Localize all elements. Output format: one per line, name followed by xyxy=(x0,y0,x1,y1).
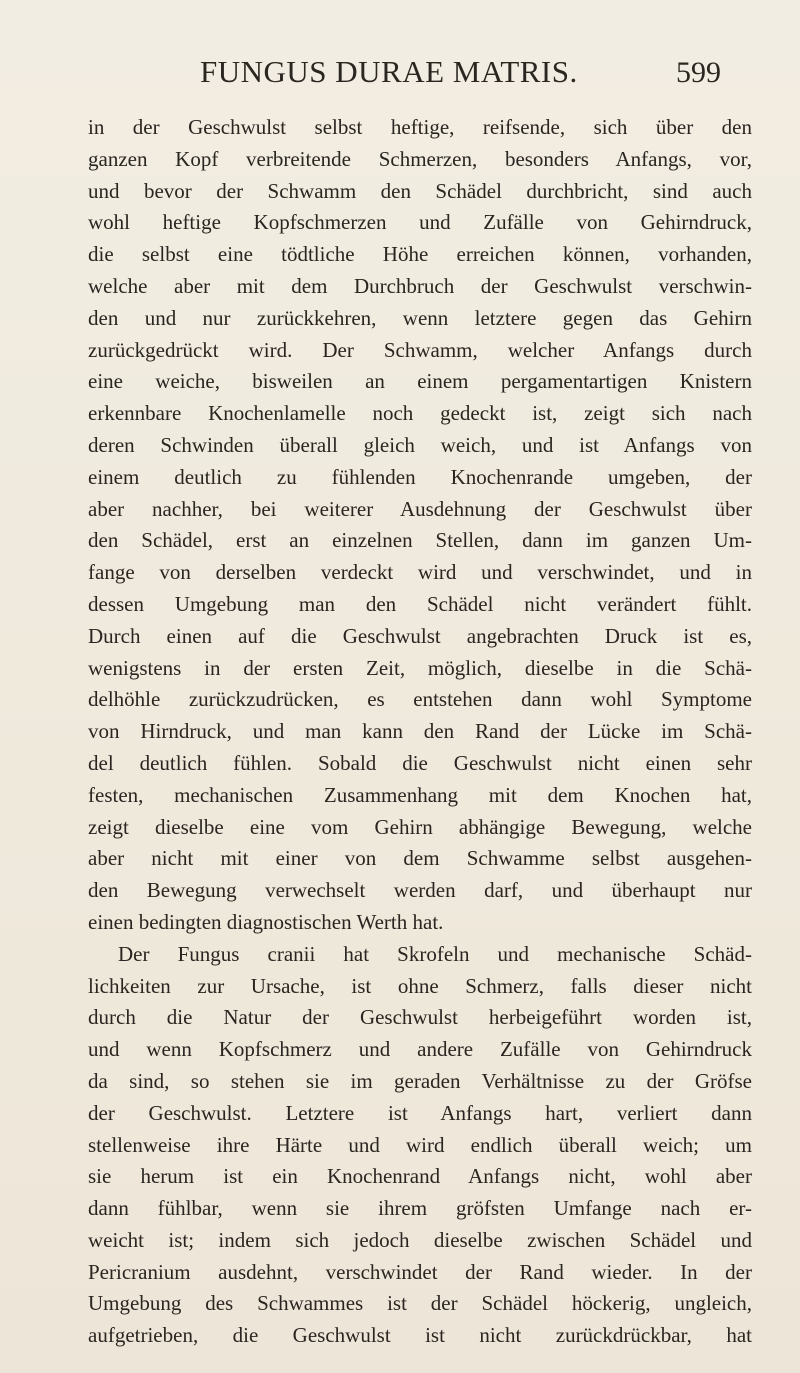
text-line: stellenweise ihre Härte und wird endlich überall weich; um xyxy=(88,1132,752,1157)
text-line: den und nur zurückkehren, wenn letztere gegen das Gehirn xyxy=(88,305,752,330)
text-line: lichkeiten zur Ursache, ist ohne Schmerz, falls dieser nicht xyxy=(88,973,752,998)
text-line: und bevor der Schwamm den Schädel durchbricht, sind auch xyxy=(88,178,752,203)
text-line: und wenn Kopfschmerz und andere Zufälle von Gehirndruck xyxy=(88,1037,752,1062)
body-text xyxy=(88,112,752,1352)
text-line: von Hirndruck, und man kann den Rand der Lücke im Schä- xyxy=(88,719,752,744)
text-line: durch die Natur der Geschwulst herbeigeführt worden ist, xyxy=(88,1005,752,1030)
text-line: ganzen Kopf verbreitende Schmerzen, besonders Anfangs, vor, xyxy=(88,146,752,171)
text-line: einem deutlich zu fühlenden Knochenrande umgeben, der xyxy=(88,464,752,489)
text-line: zeigt dieselbe eine vom Gehirn abhängige Bewegung, welche xyxy=(88,814,752,839)
text-line: fange von derselben verdeckt wird und verschwindet, und in xyxy=(88,560,752,585)
text-line: deren Schwinden überall gleich weich, und ist Anfangs von xyxy=(88,432,752,457)
text-line: Durch einen auf die Geschwulst angebrachten Druck ist es, xyxy=(88,623,752,648)
text-line: sie herum ist ein Knochenrand Anfangs nicht, wohl aber xyxy=(88,1164,752,1189)
text-line: die selbst eine tödtliche Höhe erreichen können, vorhanden, xyxy=(88,242,752,267)
text-line: welche aber mit dem Durchbruch der Geschwulst verschwin- xyxy=(88,273,752,298)
text-line: delhöhle zurückzudrücken, es entstehen dann wohl Symptome xyxy=(88,687,752,712)
text-line: weicht ist; indem sich jedoch dieselbe zwischen Schädel und xyxy=(88,1227,752,1252)
text-line: einen bedingten diagnostischen Werth hat. xyxy=(88,909,444,934)
text-line: Umgebung des Schwammes ist der Schädel höckerig, ungleich, xyxy=(88,1291,752,1316)
text-line: aber nicht mit einer von dem Schwamme selbst ausgehen- xyxy=(88,846,752,871)
text-line: zurückgedrückt wird. Der Schwamm, welcher Anfangs durch xyxy=(88,337,752,362)
text-line: festen, mechanischen Zusammenhang mit dem Knochen hat, xyxy=(88,782,752,807)
text-line: Pericranium ausdehnt, verschwindet der Rand wieder. In der xyxy=(88,1259,752,1284)
text-line: den Bewegung verwechselt werden darf, und überhaupt nur xyxy=(88,878,752,903)
text-line: der Geschwulst. Letztere ist Anfangs hart, verliert dann xyxy=(88,1100,752,1125)
text-line: dessen Umgebung man den Schädel nicht verändert fühlt. xyxy=(88,591,752,616)
text-line: wenigstens in der ersten Zeit, möglich, dieselbe in die Schä- xyxy=(88,655,752,680)
text-line: da sind, so stehen sie im geraden Verhältnisse zu der Gröfse xyxy=(88,1068,752,1093)
text-line: den Schädel, erst an einzelnen Stellen, dann im ganzen Um- xyxy=(88,528,752,553)
text-line: aber nachher, bei weiterer Ausdehnung der Geschwulst über xyxy=(88,496,752,521)
text-line: dann fühlbar, wenn sie ihrem gröfsten Umfange nach er- xyxy=(88,1196,752,1221)
text-line: wohl heftige Kopfschmerzen und Zufälle von Gehirndruck, xyxy=(88,210,752,235)
text-line: erkennbare Knochenlamelle noch gedeckt ist, zeigt sich nach xyxy=(88,401,752,426)
text-line: Der Fungus cranii hat Skrofeln und mechanische Schäd- xyxy=(118,941,752,966)
text-line: eine weiche, bisweilen an einem pergamentartigen Knistern xyxy=(88,369,752,394)
running-title: FUNGUS DURAE MATRIS. xyxy=(200,54,578,89)
page-number: 599 xyxy=(676,56,721,89)
text-line: aufgetrieben, die Geschwulst ist nicht zurückdrückbar, hat xyxy=(88,1323,752,1348)
text-line: in der Geschwulst selbst heftige, reifsende, sich über den xyxy=(88,115,752,139)
text-line: del deutlich fühlen. Sobald die Geschwulst nicht einen sehr xyxy=(88,750,752,775)
